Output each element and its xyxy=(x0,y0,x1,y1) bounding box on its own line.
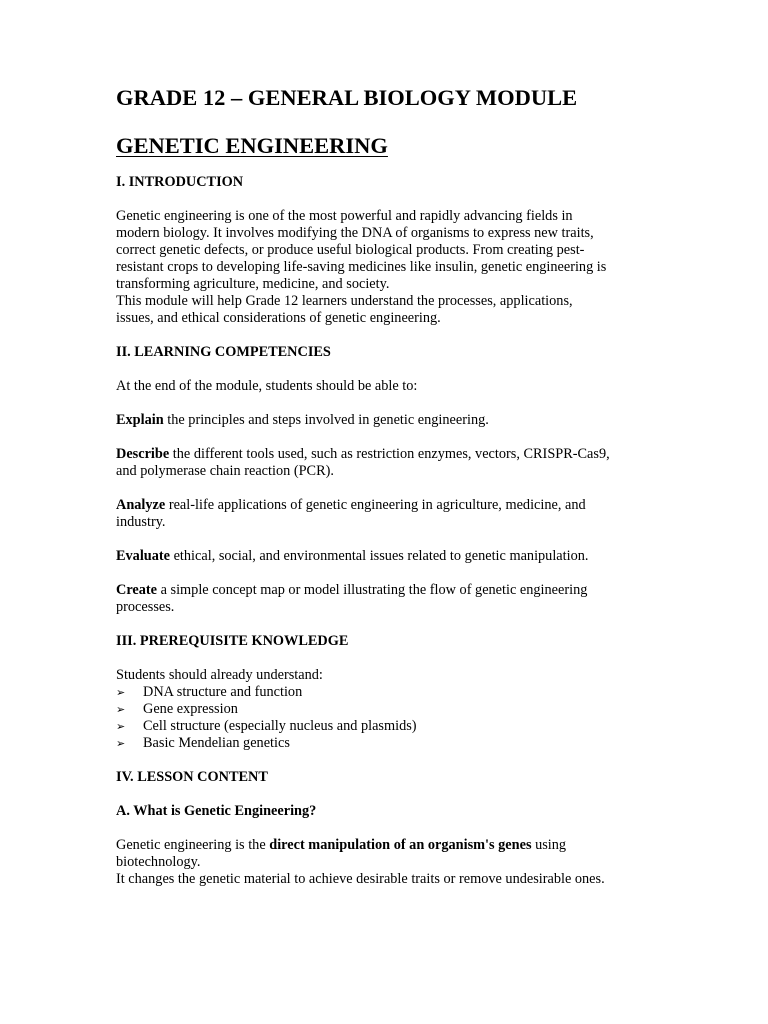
intro-line: This module will help Grade 12 learners understand the processes, applications, xyxy=(116,293,573,309)
competency-verb: Create xyxy=(116,582,158,598)
list-item xyxy=(116,718,656,735)
section-heading-lesson: IV. LESSON CONTENT xyxy=(116,769,268,785)
list-item xyxy=(116,701,656,718)
list-item xyxy=(116,684,656,701)
competency-text: the principles and steps involved in genetic engineering. xyxy=(163,412,489,428)
list-item xyxy=(116,735,656,752)
intro-line: resistant crops to developing life-saving medicines like insulin, genetic engineering is xyxy=(116,259,607,275)
list-item-text: DNA structure and function xyxy=(143,684,303,700)
competency-item xyxy=(116,548,656,565)
competency-verb: Analyze xyxy=(116,497,166,513)
arrow-bullet-icon: ➢ xyxy=(116,720,126,733)
arrow-bullet-icon: ➢ xyxy=(116,737,126,750)
document-subtitle: GENETIC ENGINEERING xyxy=(116,133,388,158)
section-heading-introduction: I. INTRODUCTION xyxy=(116,174,244,190)
list-item-text: Cell structure (especially nucleus and plasmids) xyxy=(143,718,417,734)
competency-item xyxy=(116,412,656,429)
document-title: GRADE 12 – GENERAL BIOLOGY MODULE xyxy=(116,85,578,110)
arrow-bullet-icon: ➢ xyxy=(116,686,126,699)
intro-line: modern biology. It involves modifying the DNA of organisms to express new traits, xyxy=(116,225,594,241)
definition-paragraph xyxy=(116,837,656,888)
subsection-heading-what-is: A. What is Genetic Engineering? xyxy=(116,803,317,819)
section-heading-competencies: II. LEARNING COMPETENCIES xyxy=(116,344,331,360)
competency-text: processes. xyxy=(116,599,175,615)
competency-text: real-life applications of genetic engineering in agriculture, medicine, and xyxy=(165,497,586,513)
competency-item xyxy=(116,582,656,616)
intro-line: correct genetic defects, or produce useful biological products. From creating pest- xyxy=(116,242,585,258)
competency-text: ethical, social, and environmental issues related to genetic manipulation. xyxy=(170,548,589,564)
definition-text: biotechnology. xyxy=(116,854,201,870)
intro-paragraph xyxy=(116,208,656,327)
competency-text: and polymerase chain reaction (PCR). xyxy=(116,463,334,479)
intro-line: transforming agriculture, medicine, and society. xyxy=(116,276,390,292)
competencies-lead: At the end of the module, students should be able to: xyxy=(116,378,418,394)
document-page xyxy=(116,84,656,888)
competency-text: industry. xyxy=(116,514,166,530)
list-item-text: Gene expression xyxy=(143,701,238,717)
prereq-lead: Students should already understand: xyxy=(116,667,323,683)
definition-text: Genetic engineering is the xyxy=(116,837,270,853)
competency-verb: Evaluate xyxy=(116,548,171,564)
section-heading-prerequisite: III. PREREQUISITE KNOWLEDGE xyxy=(116,633,349,649)
definition-text: using xyxy=(531,837,567,853)
intro-line: issues, and ethical considerations of genetic engineering. xyxy=(116,310,441,326)
list-item-text: Basic Mendelian genetics xyxy=(143,735,290,751)
competency-text: a simple concept map or model illustrating the flow of genetic engineering xyxy=(157,582,588,598)
competency-item xyxy=(116,446,656,480)
definition-emphasis: direct manipulation of an organism's genes xyxy=(269,837,532,853)
definition-text: It changes the genetic material to achieve desirable traits or remove undesirable ones. xyxy=(116,871,605,887)
competency-verb: Explain xyxy=(116,412,164,428)
competency-text: the different tools used, such as restriction enzymes, vectors, CRISPR-Cas9, xyxy=(169,446,610,462)
arrow-bullet-icon: ➢ xyxy=(116,703,126,716)
intro-line: Genetic engineering is one of the most powerful and rapidly advancing fields in xyxy=(116,208,573,224)
competency-item xyxy=(116,497,656,531)
prereq-list xyxy=(116,684,656,752)
competency-verb: Describe xyxy=(116,446,170,462)
